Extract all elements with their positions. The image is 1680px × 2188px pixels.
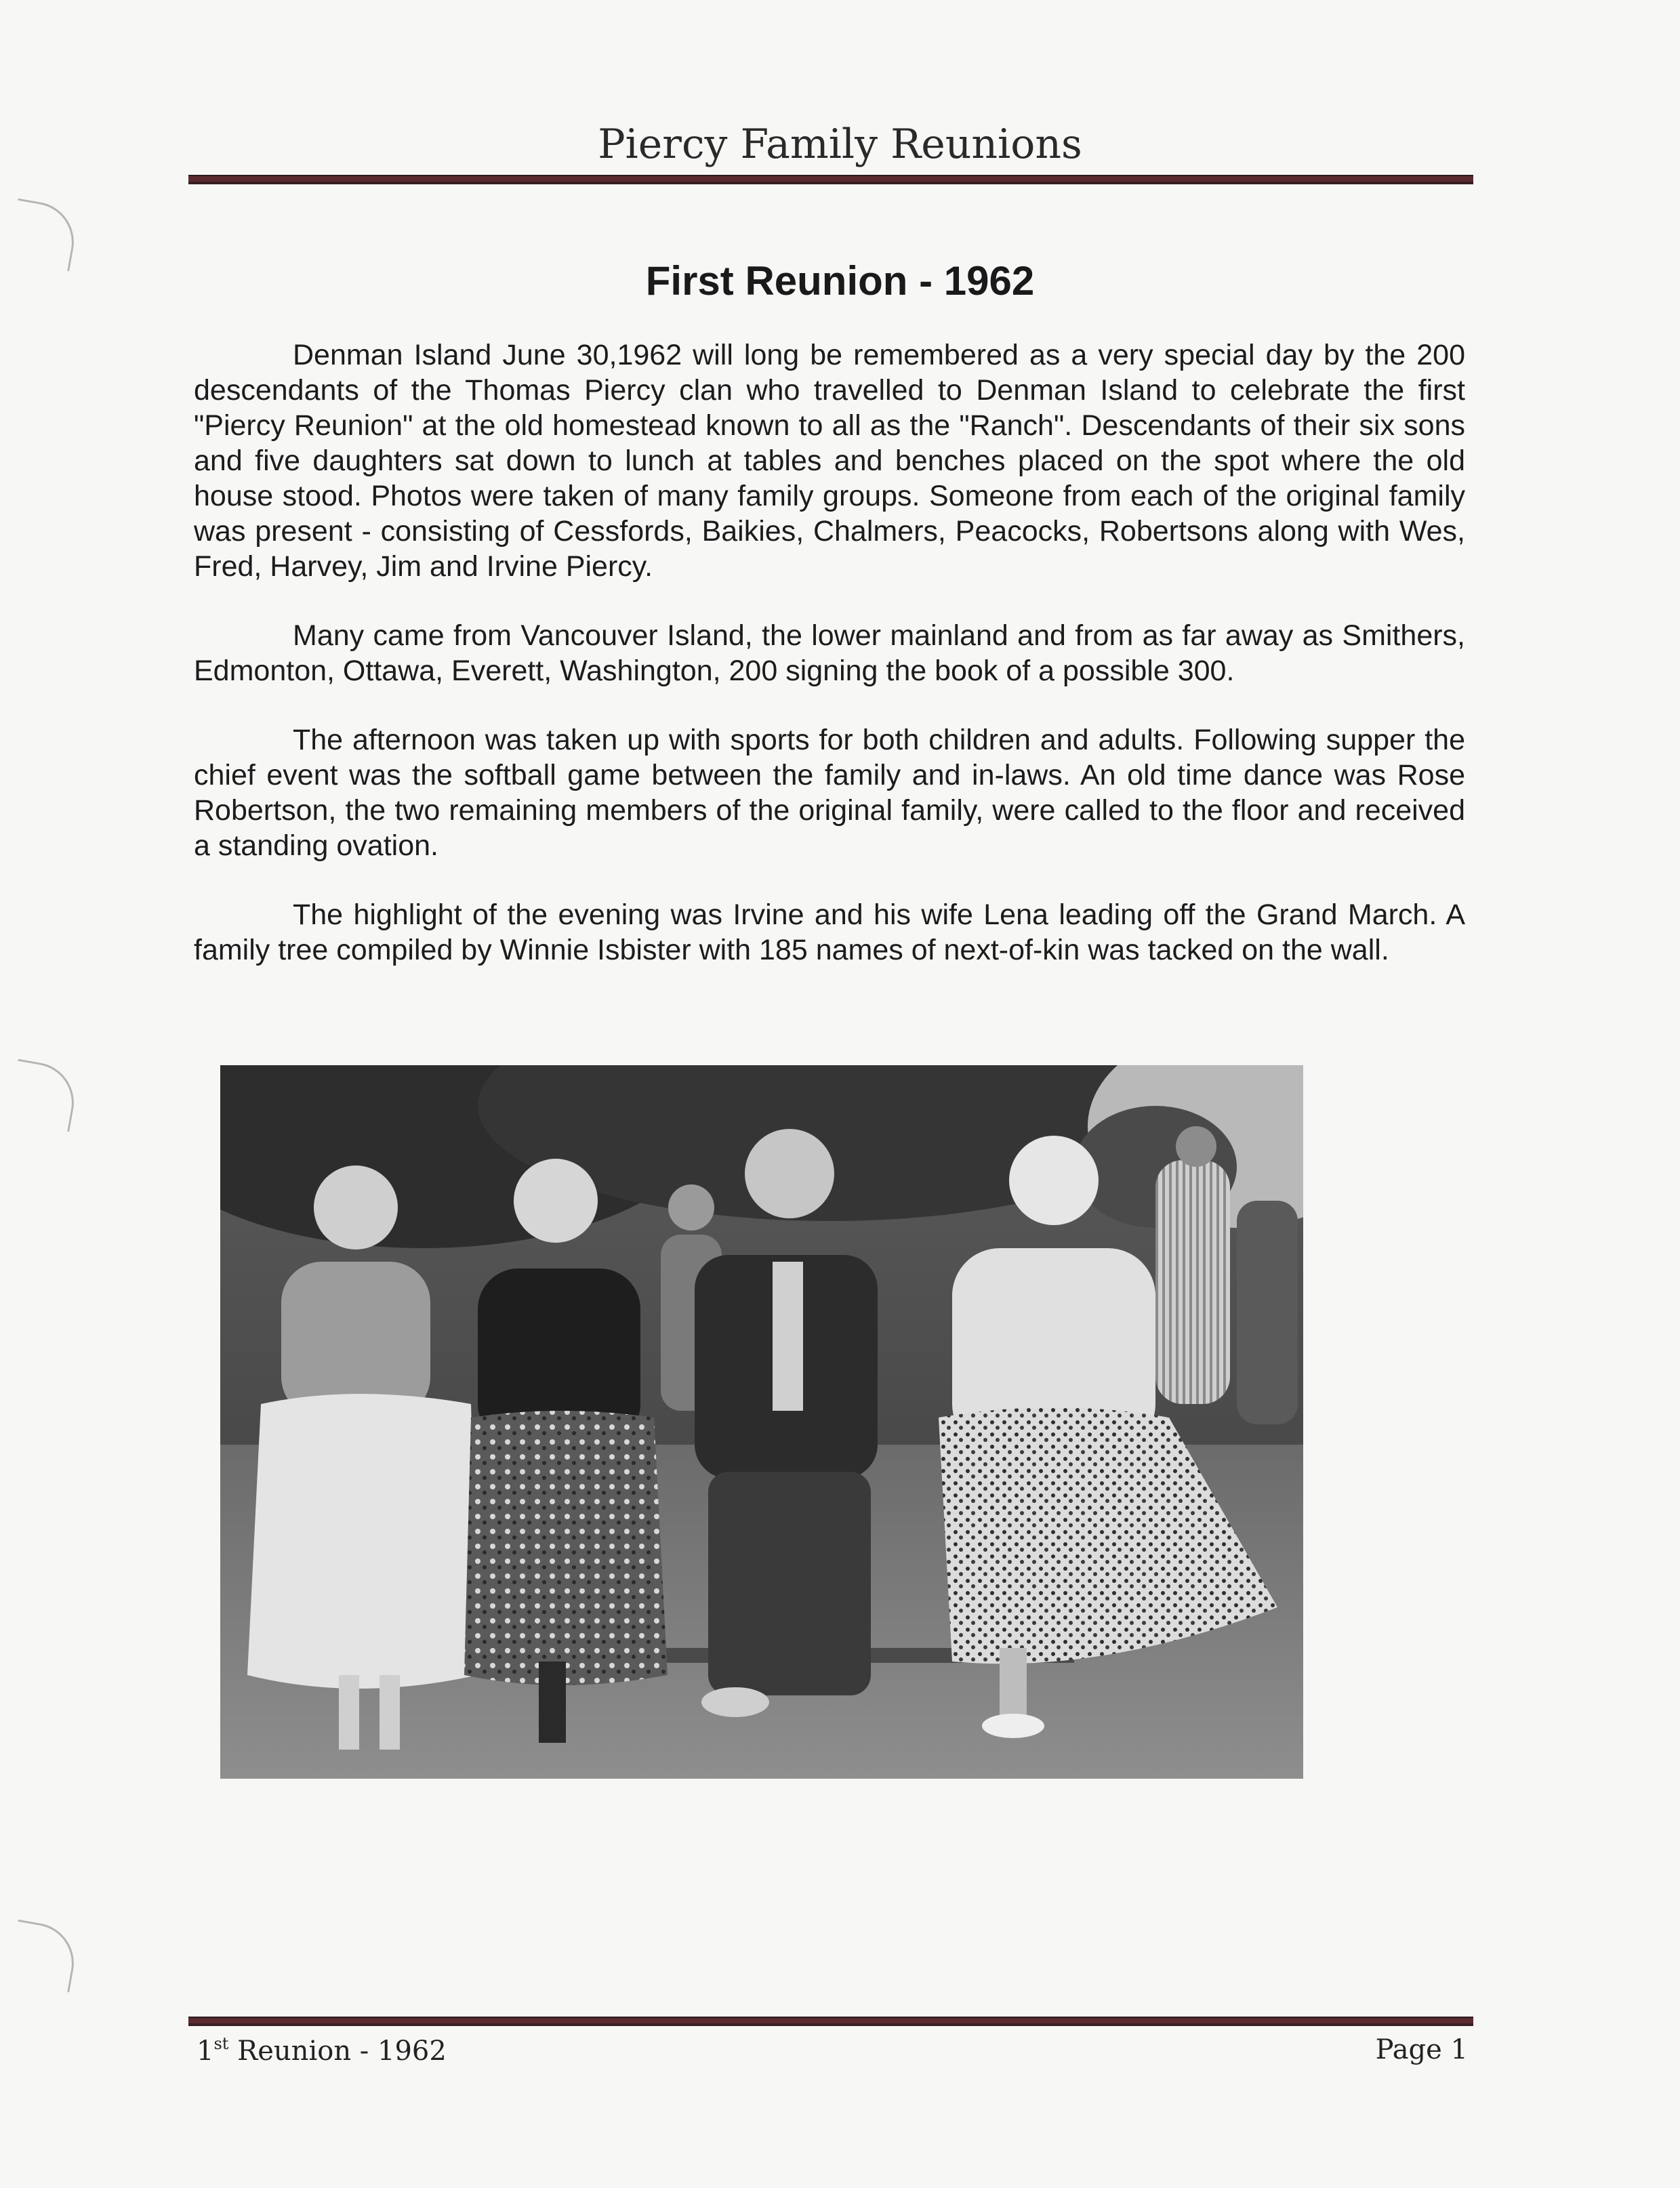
section-title: First Reunion - 1962 (645, 258, 1035, 304)
page-header-title: Piercy Family Reunions (598, 121, 1082, 168)
footer-reunion-number: 1 (197, 2036, 214, 2067)
header-rule (188, 175, 1473, 184)
paragraph-3: The afternoon was taken up with sports for both children and adults. Following supper the chief event was the softball game between the family and in-laws. An old time dance was Rose Robertson, the two remaining members of the original family, were called to the floor and received a standing ovation. (194, 724, 1465, 862)
footer-rule (188, 2017, 1473, 2026)
article-body (194, 337, 1465, 1002)
footer-reunion-ordinal: st (213, 2034, 229, 2053)
footer-reunion-label (197, 2034, 447, 2067)
paragraph-2: Many came from Vancouver Island, the lower mainland and from as far away as Smithers, Edmonton, Ottawa, Everett, Washington, 200 signing the book of a possible 300. (194, 619, 1465, 687)
binder-hole-bottom (7, 1920, 81, 1993)
footer-reunion-text: Reunion - 1962 (228, 2036, 447, 2067)
paragraph-4: The highlight of the evening was Irvine and his wife Lena leading off the Grand March. A family tree compiled by Winnie Isbister with 185 names of next-of-kin was tacked on the wall. (194, 899, 1465, 966)
footer-page-number: Page 1 (1375, 2034, 1468, 2065)
binder-hole-middle (7, 1059, 81, 1132)
reunion-group-photo (220, 1065, 1303, 1779)
paragraph-1: Denman Island June 30,1962 will long be remembered as a very special day by the 200 descendants of the Thomas Piercy clan who travelled to Denman Island to celebrate the first "Piercy Reunion" at the old homestead known to all as the "Ranch". Descendants of their six sons and five daughters sat down to lunch at tables and benches placed on the spot where the old house stood. Photos were taken of many family groups. Someone from each of the original family was present - consisting of Cessfords, Baikies, Chalmers, Peacocks, Robertsons along with Wes, Fred, Harvey, Jim and Irvine Piercy. (194, 339, 1465, 583)
